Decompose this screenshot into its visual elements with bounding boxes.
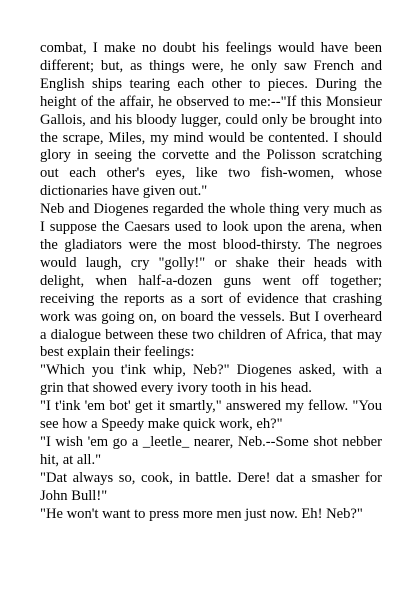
paragraph: "I t'ink 'em bot' get it smartly," answered my fellow. "You see how a Speedy make quick work, eh?" bbox=[40, 398, 382, 433]
paragraph: Neb and Diogenes regarded the whole thing very much as I suppose the Caesars used to look upon the arena, when the gladiators were the most blood-thirsty. The negroes would laugh, cry "golly!" or shake their heads with delight, when half-a-dozen guns went off together; receiving the reports as a sort of evidence that crashing work was going on, on board the vessels. But I overheard a dialogue between these two children of Africa, that may best explain their feelings: bbox=[40, 201, 382, 361]
paragraph: combat, I make no doubt his feelings would have been different; but, as things were, he only saw French and English ships tearing each other to pieces. During the height of the affair, he observed to me:--"If this Monsieur Gallois, and his bloody lugger, could only be brought into the scrape, Miles, my mind would be contented. I should glory in seeing the corvette and the Polisson scratching out each other's eyes, like two fish-women, whose dictionaries have given out." bbox=[40, 40, 382, 200]
document-page bbox=[40, 40, 382, 523]
paragraph: "Dat always so, cook, in battle. Dere! dat a smasher for John Bull!" bbox=[40, 469, 382, 504]
paragraph: "Which you t'ink whip, Neb?" Diogenes asked, with a grin that showed every ivory tooth in his head. bbox=[40, 362, 382, 397]
paragraph: "He won't want to press more men just now. Eh! Neb?" bbox=[40, 505, 363, 522]
paragraph: "I wish 'em go a _leetle_ nearer, Neb.--Some shot nebber hit, at all." bbox=[40, 433, 382, 468]
